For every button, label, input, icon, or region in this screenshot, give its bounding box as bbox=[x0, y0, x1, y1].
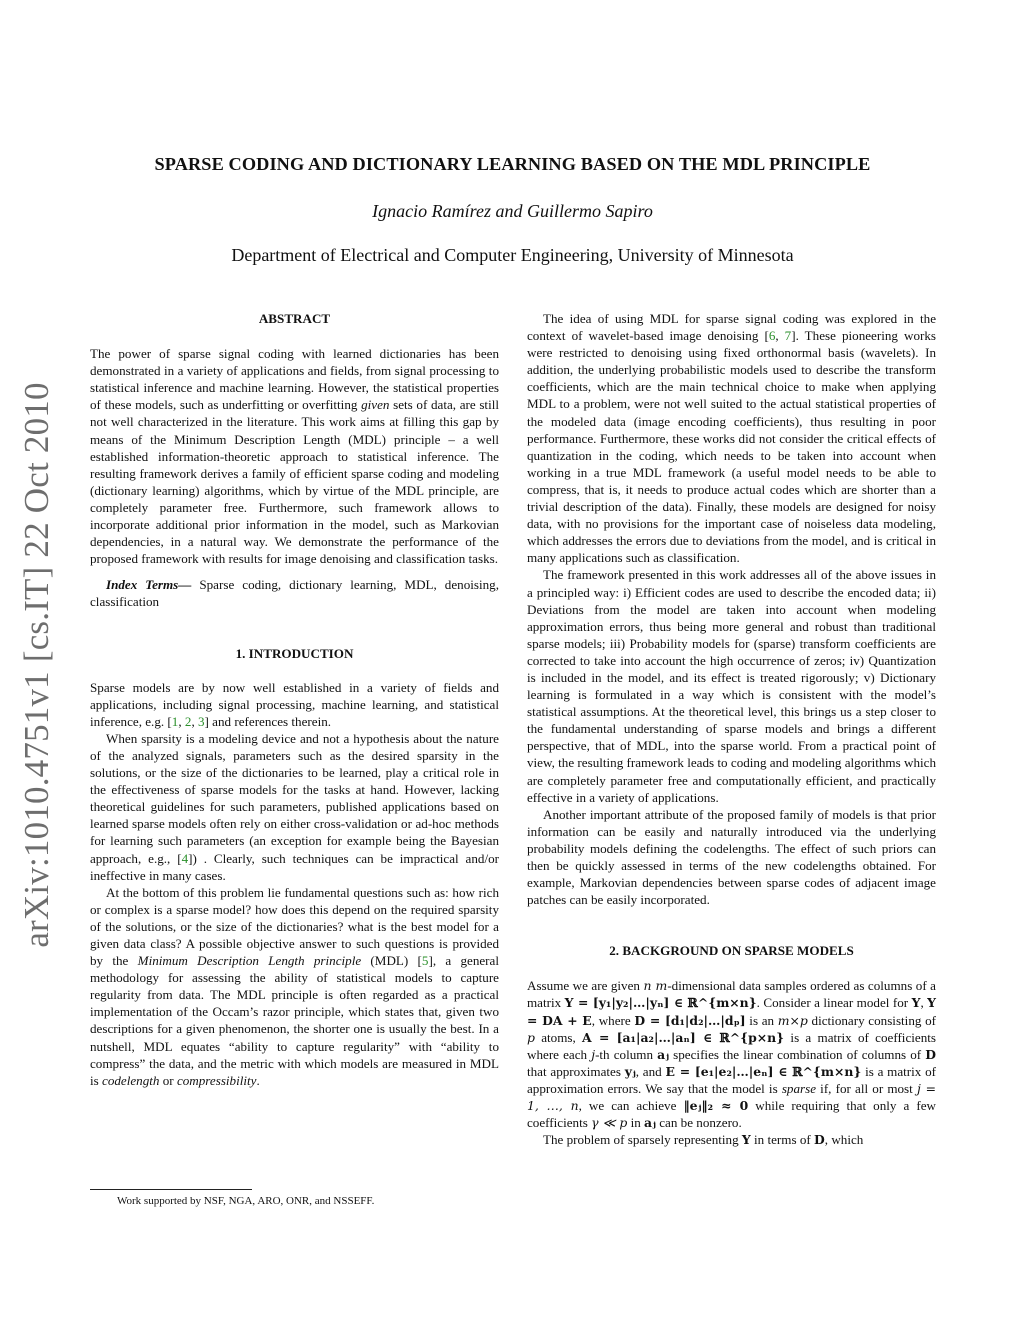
citation-link[interactable]: 6 bbox=[768, 328, 776, 344]
footnote-divider bbox=[90, 1189, 252, 1190]
paper-authors: Ignacio Ramírez and Guillermo Sapiro bbox=[372, 201, 653, 221]
left-column bbox=[90, 310, 499, 1089]
arxiv-identifier: arXiv:1010.4751v1 [cs.IT] 22 Oct 2010 bbox=[17, 382, 56, 948]
paper-affiliation: Department of Electrical and Computer Engineering, University of Minnesota bbox=[231, 245, 794, 265]
citation-link[interactable]: 2 bbox=[184, 713, 192, 729]
citation-link[interactable]: 7 bbox=[784, 328, 792, 344]
arxiv-sidebar bbox=[12, 380, 62, 950]
paper-title: SPARSE CODING AND DICTIONARY LEARNING BASED ON THE MDL PRINCIPLE bbox=[154, 154, 871, 174]
background-heading: 2. BACKGROUND ON SPARSE MODELS bbox=[609, 943, 854, 959]
abstract-body: The power of sparse signal coding with learned dictionaries has been demonstrated in a variety of applications and fields, from signal processing to statistical inference and machine learning. However, the statistical properties of these models, such as underfitting or overfitting given sets of data, are still not well characterized in the literature. This work aims at filling this gap by means of the Minimum Description Length (MDL) principle – a well established information-theoretic approach to statistical inference. The resulting framework derives a family of efficient sparse coding and modeling (dictionary learning) algorithms, which by virtue of the MDL principle, are completely parameter free. Furthermore, such framework allows to incorporate additional prior information in the model, such as Markovian dependencies, in a natural way. We demonstrate the performance of the proposed framework with results for image denoising and classification tasks. bbox=[90, 346, 499, 567]
intro-paragraph-3: At the bottom of this problem lie fundamental questions such as: how rich or complex is a sparse model? how does this depend on the required sparsity of the solutions, or the size of the dictionaries? what is the best model for a given data class? A possible objective answer to such questions is provided by the Minimum Description Length principle (MDL) [5], a general methodology for assessing the ability of statistical models to capture regularity from data. The MDL principle is often regarded as a practical implementation of the Occam’s razor principle, which states that, given two descriptions for a given phenomenon, the shorter one is usually the best. In a nutshell, MDL equates “ability to capture regularity” with “ability to compress” the data, and the metric with which models are measured in MDL is codelength or compressibility. bbox=[90, 884, 499, 1088]
right-paragraph-2: The framework presented in this work addresses all of the above issues in a principled way: i) Efficient codes are used to describe the encoded data; ii) Deviations from the model are taken into account when modeling approximation errors, thus being more general and robust than traditional sparse models; iii) Probability models for (sparse) transform coefficients are corrected to take into account the high occurrence of zeros; iv) Quantization is included in the model, and its effect is treated rigorously; v) Dictionary learning is formulated in a way which is consistent with the model’s statistical assumptions. At the theoretical level, this brings us a step closer to the fundamental understanding of sparse models and brings a different perspective, that of MDL, into the sparse world. From a practical point of view, the resulting framework leads to coding and modeling algorithms which are completely parameter free and computationally efficient, and practically effective in a variety of applications. bbox=[527, 567, 936, 805]
footnote: Work supported by NSF, NGA, ARO, ONR, and NSSEFF. bbox=[117, 1195, 375, 1207]
background-paragraph-1: Assume we are given n m-dimensional data samples ordered as columns of a matrix Y = [y₁|y₂|…|yₙ] ∈ ℝ^{m×n}. Consider a linear model for Y, Y = DA + E, where D = [d₁|d₂|…|dₚ] is an m×p dictionary consisting of p atoms, A = [a₁|a₂|…|aₙ] ∈ ℝ^{p×n} is a matrix of coefficients where each j-th column aⱼ specifies the linear combination of columns of D that approximates yⱼ, and E = [e₁|e₂|…|eₙ] ∈ ℝ^{m×n} is a matrix of approximation errors. We say that the model is sparse if, for all or most j = 1, …, n, we can achieve ‖eⱼ‖₂ ≈ 0 while requiring that only a few coefficients γ ≪ p in aⱼ can be nonzero. bbox=[527, 978, 937, 1131]
introduction-heading: 1. INTRODUCTION bbox=[235, 645, 354, 661]
right-paragraph-3: Another important attribute of the proposed family of models is that prior information can be easily and naturally introduced via the underlying probability models defining the codelengths. The effect of such priors can then be quickly assessed in terms of the new codelengths obtained. For example, Markovian dependencies between sparse codes of adjacent image patches can be easily incorporated. bbox=[527, 806, 936, 908]
intro-paragraph-2: When sparsity is a modeling device and not a hypothesis about the nature of the analyzed signals, parameters such as the desired sparsity in the solutions, or the size of the dictionaries to be learned, play a critical role in the effectiveness of sparse models for the tasks at hand. However, lacking theoretical guidelines for such parameters, published applications based on learned sparse models often rely on either cross-validation or ad-hoc methods for learning such parameters (an exception for example being the Bayesian approach, e.g., [4]) . Clearly, such techniques can be impractical and/or ineffective in many cases. bbox=[90, 730, 499, 883]
citation-link[interactable]: 4 bbox=[181, 850, 189, 866]
right-paragraph-1: The idea of using MDL for sparse signal coding was explored in the context of wavelet-based image denoising [6, 7]. These pioneering works were restricted to denoising using fixed orthonormal basis (wavelets). In addition, the underlying probabilistic models used to describe the transform coefficients, which are the main technical choice to make when applying MDL to a problem, were not well suited to the actual statistical properties of the modeled data (image encoding coefficients), thus resulting in poor performance. Furthermore, these works did not consider the critical effects of quantization in the coding, which needs to be taken into account when working in a true MDL framework (a useful model needs to be able to compress, that is, it needs to produce actual codes which are shorter than a trivial description of the data). Finally, these models are designed for noisy data, with no provisions for the important case of noiseless data modeling, which addresses the errors due to deviations from the model, and is critical in many applications such as classification. bbox=[527, 311, 936, 566]
abstract-heading: ABSTRACT bbox=[258, 311, 331, 326]
right-column bbox=[527, 310, 936, 1148]
background-paragraph-2: The problem of sparsely representing Y in terms of D, which bbox=[543, 1132, 864, 1148]
index-terms: Index Terms— Sparse coding, dictionary learning, MDL, denoising, classification bbox=[90, 577, 499, 610]
citation-link[interactable]: 5 bbox=[421, 953, 429, 969]
intro-paragraph-1: Sparse models are by now well established in a variety of fields and applications, including signal processing, machine learning, and statistical inference, e.g. [1, 2, 3] and references therein. bbox=[90, 679, 499, 729]
citation-link[interactable]: 1 bbox=[171, 713, 179, 729]
citation-link[interactable]: 3 bbox=[197, 713, 205, 729]
